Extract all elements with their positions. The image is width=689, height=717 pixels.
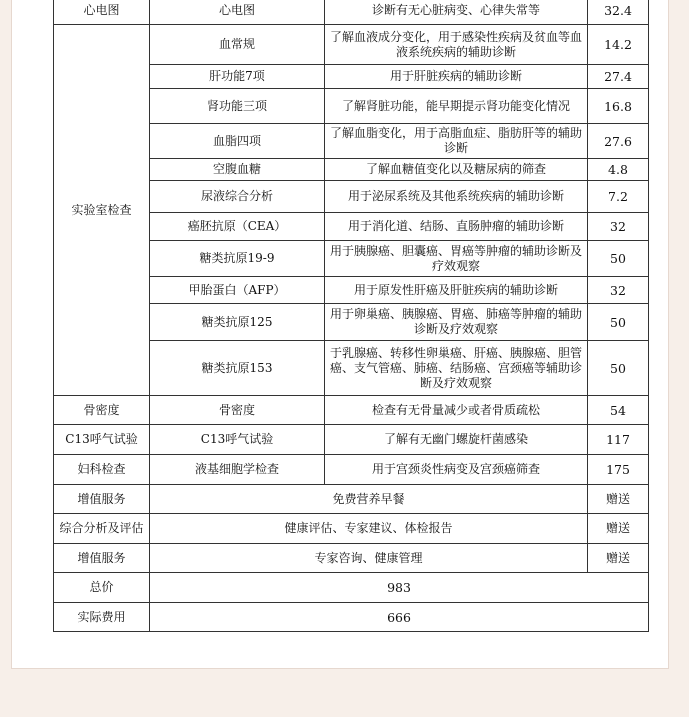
category-cell: 妇科检查 — [54, 455, 150, 485]
purpose-cell: 用于宫颈炎性病变及宫颈癌筛查 — [325, 455, 588, 485]
item-cell: 空腹血糖 — [150, 159, 325, 181]
price-cell: 16.8 — [588, 89, 649, 124]
purpose-cell: 用于原发性肝癌及肝脏疾病的辅助诊断 — [325, 277, 588, 304]
category-cell: 综合分析及评估 — [54, 514, 150, 544]
price-cell: 54 — [588, 396, 649, 425]
price-cell: 117 — [588, 425, 649, 455]
total-row — [54, 573, 649, 603]
item-cell: 糖类抗原153 — [150, 341, 325, 396]
table-row — [54, 25, 649, 65]
price-cell: 赠送 — [588, 514, 649, 544]
item-cell: 癌胚抗原（CEA） — [150, 213, 325, 241]
purpose-cell: 了解血脂变化，用于高脂血症、脂肪肝等的辅助诊断 — [325, 124, 588, 159]
purpose-cell: 用于胰腺癌、胆囊癌、胃癌等肿瘤的辅助诊断及疗效观察 — [325, 241, 588, 277]
service-content-cell: 健康评估、专家建议、体检报告 — [150, 514, 588, 544]
item-cell: 糖类抗原125 — [150, 304, 325, 341]
purpose-cell: 了解血糖值变化以及糖尿病的筛查 — [325, 159, 588, 181]
purpose-cell: 于乳腺癌、转移性卵巢癌、肝癌、胰腺癌、胆管癌、支气管癌、肺癌、结肠癌、宫颈癌等辅助诊断及疗效观察 — [325, 341, 588, 396]
table-row — [54, 425, 649, 455]
purpose-cell: 了解血液成分变化，用于感染性疾病及贫血等血液系统疾病的辅助诊断 — [325, 25, 588, 65]
purpose-cell: 用于消化道、结肠、直肠肿瘤的辅助诊断 — [325, 213, 588, 241]
price-cell: 赠送 — [588, 544, 649, 573]
price-cell: 32 — [588, 277, 649, 304]
total-label-cell: 总价 — [54, 573, 150, 603]
item-cell: 血脂四项 — [150, 124, 325, 159]
price-cell: 14.2 — [588, 25, 649, 65]
purpose-cell: 了解有无幽门螺旋杆菌感染 — [325, 425, 588, 455]
item-cell: 甲胎蛋白（AFP） — [150, 277, 325, 304]
purpose-cell: 诊断有无心脏病变、心律失常等 — [325, 0, 588, 25]
actual-cost-row — [54, 603, 649, 632]
purpose-cell: 了解肾脏功能，能早期提示肾功能变化情况 — [325, 89, 588, 124]
total-value-cell: 983 — [150, 573, 649, 603]
price-cell: 4.8 — [588, 159, 649, 181]
item-cell: 液基细胞学检查 — [150, 455, 325, 485]
category-cell: 心电图 — [54, 0, 150, 25]
item-cell: 心电图 — [150, 0, 325, 25]
item-cell: 肾功能三项 — [150, 89, 325, 124]
category-cell: C13呼气试验 — [54, 425, 150, 455]
price-cell: 27.6 — [588, 124, 649, 159]
actual-cost-label-cell: 实际费用 — [54, 603, 150, 632]
price-cell: 32 — [588, 213, 649, 241]
price-cell: 175 — [588, 455, 649, 485]
price-cell: 50 — [588, 241, 649, 277]
category-cell: 增值服务 — [54, 485, 150, 514]
price-cell: 7.2 — [588, 181, 649, 213]
item-cell: 骨密度 — [150, 396, 325, 425]
item-cell: 肝功能7项 — [150, 65, 325, 89]
table-row — [54, 0, 649, 25]
item-cell: 尿液综合分析 — [150, 181, 325, 213]
item-cell: C13呼气试验 — [150, 425, 325, 455]
service-content-cell: 专家咨询、健康管理 — [150, 544, 588, 573]
table-row — [54, 455, 649, 485]
price-cell: 50 — [588, 341, 649, 396]
exam-price-table — [53, 0, 649, 632]
item-cell: 血常规 — [150, 25, 325, 65]
actual-cost-value-cell: 666 — [150, 603, 649, 632]
service-content-cell: 免费营养早餐 — [150, 485, 588, 514]
page-footer-strip — [0, 669, 689, 717]
price-cell: 赠送 — [588, 485, 649, 514]
table-row — [54, 396, 649, 425]
purpose-cell: 用于肝脏疾病的辅助诊断 — [325, 65, 588, 89]
service-row — [54, 514, 649, 544]
purpose-cell: 用于泌尿系统及其他系统疾病的辅助诊断 — [325, 181, 588, 213]
purpose-cell: 检查有无骨量减少或者骨质疏松 — [325, 396, 588, 425]
category-cell: 实验室检查 — [54, 25, 150, 396]
price-cell: 50 — [588, 304, 649, 341]
price-cell: 27.4 — [588, 65, 649, 89]
service-row — [54, 485, 649, 514]
category-cell: 骨密度 — [54, 396, 150, 425]
purpose-cell: 用于卵巢癌、胰腺癌、胃癌、肺癌等肿瘤的辅助诊断及疗效观察 — [325, 304, 588, 341]
item-cell: 糖类抗原19-9 — [150, 241, 325, 277]
category-cell: 增值服务 — [54, 544, 150, 573]
price-cell: 32.4 — [588, 0, 649, 25]
service-row — [54, 544, 649, 573]
